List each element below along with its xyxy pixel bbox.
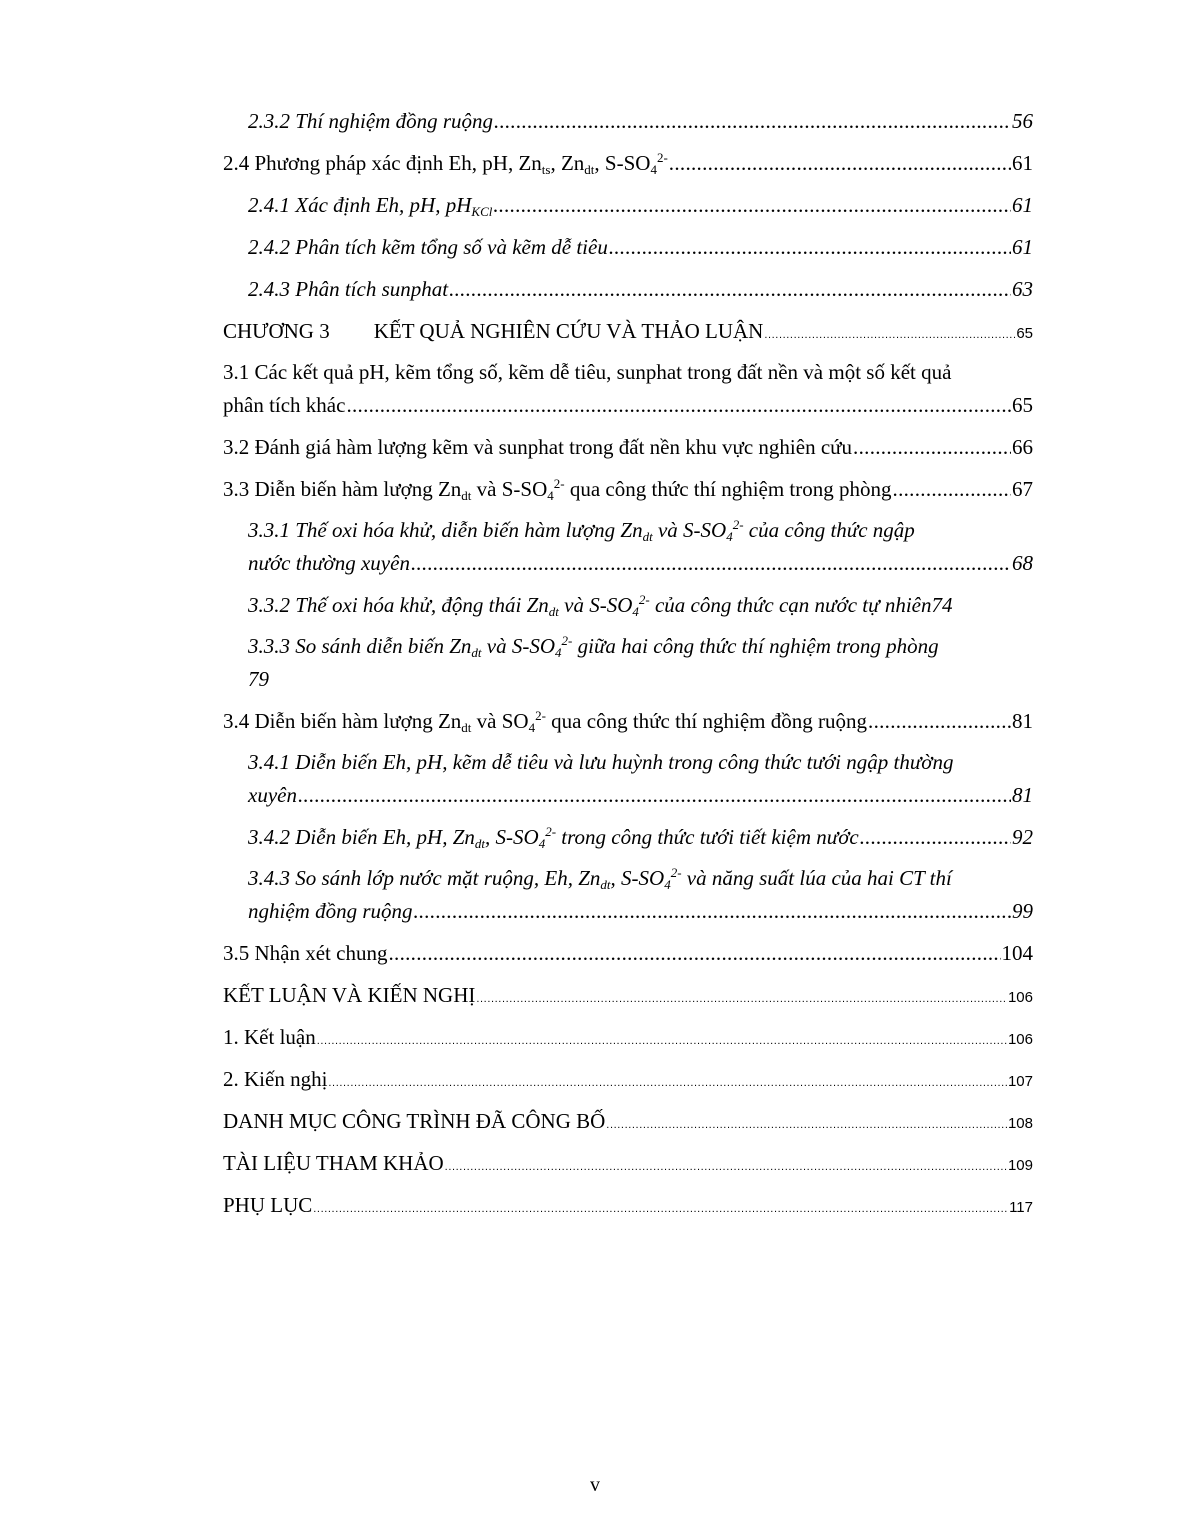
toc-page-number: 106 xyxy=(1007,989,1033,1006)
toc-label: 3.5 Nhận xét chung xyxy=(223,941,388,965)
chapter-number: CHƯƠNG 3 xyxy=(223,319,330,343)
toc-label-line-2: xuyên xyxy=(248,783,297,807)
toc-page-number: 68 xyxy=(1012,551,1033,575)
toc-entry-3-1[interactable] xyxy=(223,352,1033,426)
dot-leader xyxy=(764,310,1015,356)
toc-entry-appendix[interactable] xyxy=(223,1184,1033,1226)
toc-entry-3-4-1[interactable] xyxy=(223,742,1033,816)
toc-entry-conclusion[interactable] xyxy=(223,974,1033,1016)
toc-entry-3-2[interactable] xyxy=(223,426,1033,468)
toc-page-number: 106 xyxy=(1007,1031,1033,1048)
toc-page-number: 108 xyxy=(1007,1115,1033,1132)
toc-entry-2-4[interactable] xyxy=(223,142,1033,184)
toc-page-number: 66 xyxy=(1012,435,1033,459)
dot-leader xyxy=(414,895,1012,928)
toc-page-number: 109 xyxy=(1007,1157,1033,1174)
toc-entry-2-4-1[interactable] xyxy=(223,184,1033,226)
toc-page-number: 65 xyxy=(1012,393,1033,417)
toc-label xyxy=(223,310,763,352)
toc-entry-3-4[interactable] xyxy=(223,700,1033,742)
toc-entry-chapter-3[interactable] xyxy=(223,310,1033,352)
toc-label: 2.4.2 Phân tích kẽm tổng số và kẽm dễ tiêu xyxy=(248,235,608,259)
dot-leader xyxy=(893,468,1011,510)
toc-entry-3-3-2[interactable] xyxy=(223,584,1033,626)
toc-entry-recommendation[interactable] xyxy=(223,1058,1033,1100)
dot-leader xyxy=(606,1100,1007,1146)
toc-label: TÀI LIỆU THAM KHẢO xyxy=(223,1151,444,1175)
toc-page-number: 81 xyxy=(1012,709,1033,733)
dot-leader xyxy=(609,226,1011,268)
toc-label: KẾT LUẬN VÀ KIẾN NGHỊ xyxy=(223,983,476,1007)
toc-label: DANH MỤC CÔNG TRÌNH ĐÃ CÔNG BỐ xyxy=(223,1109,606,1133)
dot-leader xyxy=(388,932,1000,974)
toc-entry-2-4-3[interactable] xyxy=(223,268,1033,310)
toc-entry-publications[interactable] xyxy=(223,1100,1033,1142)
toc-label-line-1: 3.3.1 Thế oxi hóa khử, diễn biến hàm lượng $Zn_{dt}$ và $S-SO_4^{2-}$ của công thức ngập xyxy=(248,517,915,544)
toc-entry-references[interactable] xyxy=(223,1142,1033,1184)
toc-label: 3.4 Diễn biến hàm lượng $Zn_{dt}$ và $SO_4^{2-}$ qua công thức thí nghiệm đồng ruộng xyxy=(223,708,868,735)
dot-leader xyxy=(860,816,1011,858)
toc-entry-conclusion-1[interactable] xyxy=(223,1016,1033,1058)
toc-page-number: 117 xyxy=(1009,1199,1033,1216)
toc-label: 2.4.1 Xác định Eh, pH, $pH_{KCl}$ xyxy=(248,193,493,219)
toc-label-line-2: nghiệm đồng ruộng xyxy=(248,899,413,923)
toc-label-line-1: 3.3.3 So sánh diễn biến $Zn_{dt}$ và $S-SO_4^{2-}$ giữa hai công thức thí nghiệm trong phòng xyxy=(248,633,939,660)
toc-page-number: 63 xyxy=(1012,277,1033,301)
toc-label: 3.3.2 Thế oxi hóa khử, động thái $Zn_{dt}$ và $S-SO_4^{2-}$ của công thức cạn nước tự nhiên xyxy=(248,592,932,619)
toc-label-line-1: 3.1 Các kết quả pH, kẽm tổng số, kẽm dễ tiêu, sunphat trong đất nền và một số kết quả xyxy=(223,360,952,384)
dot-leader xyxy=(317,1016,1007,1062)
toc-label: 3.3 Diễn biến hàm lượng $Zn_{dt}$ và $S-SO_4^{2-}$ qua công thức thí nghiệm trong phòng xyxy=(223,476,892,503)
dot-leader xyxy=(313,1184,1008,1230)
dot-leader xyxy=(346,389,1011,422)
toc-page-number: 65 xyxy=(1016,325,1033,342)
toc-entry-3-3-1[interactable] xyxy=(223,510,1033,584)
dot-leader xyxy=(669,142,1011,184)
toc-page-number: 92 xyxy=(1012,825,1033,849)
toc-page-number: 56 xyxy=(1012,109,1033,133)
toc-label-line-2: nước thường xuyên xyxy=(248,551,410,575)
dot-leader xyxy=(411,547,1011,580)
toc-label: 2.4.3 Phân tích sunphat xyxy=(248,277,449,301)
toc-page-number: 79 xyxy=(248,667,269,691)
toc-page-number: 61 xyxy=(1012,193,1033,217)
toc-label: 3.4.2 Diễn biến Eh, pH, $Zn_{dt}$, $S-SO_4^{2-}$ trong công thức tưới tiết kiệm nước xyxy=(248,824,859,851)
toc-page-number: 107 xyxy=(1007,1073,1033,1090)
toc-entry-3-4-3[interactable] xyxy=(223,858,1033,932)
toc-label: 3.2 Đánh giá hàm lượng kẽm và sunphat trong đất nền khu vực nghiên cứu xyxy=(223,435,853,459)
toc-label-line-1: 3.4.3 So sánh lớp nước mặt ruộng, Eh, $Zn_{dt}$, $S-SO_4^{2-}$ và năng suất lúa của hai CT thí xyxy=(248,865,952,892)
page-footer-number: v xyxy=(590,1474,600,1496)
toc-page-number: 104 xyxy=(1001,941,1033,965)
dot-leader xyxy=(449,268,1011,310)
toc-page-number: 81 xyxy=(1012,783,1033,807)
toc-entry-2-3-2[interactable] xyxy=(223,100,1033,142)
table-of-contents xyxy=(223,100,1033,1226)
toc-label-line-2: phân tích khác xyxy=(223,393,346,417)
chapter-title: KẾT QUẢ NGHIÊN CỨU VÀ THẢO LUẬN xyxy=(373,319,764,343)
toc-page-number: 74 xyxy=(931,593,953,617)
dot-leader xyxy=(476,974,1007,1020)
toc-label: 2. Kiến nghị xyxy=(223,1067,328,1091)
toc-page-number: 67 xyxy=(1012,477,1033,501)
dot-leader xyxy=(868,700,1011,742)
toc-label: PHỤ LỤC xyxy=(223,1193,313,1217)
toc-entry-3-3-3[interactable] xyxy=(223,626,1033,700)
toc-label: 2.4 Phương pháp xác định Eh, pH, $Zn_{ts}$, $Zn_{dt}$, $S-SO_4^{2-}$ xyxy=(223,150,668,177)
toc-entry-2-4-2[interactable] xyxy=(223,226,1033,268)
toc-entry-3-5[interactable] xyxy=(223,932,1033,974)
toc-entry-3-4-2[interactable] xyxy=(223,816,1033,858)
dot-leader xyxy=(328,1058,1007,1104)
toc-label-line-1: 3.4.1 Diễn biến Eh, pH, kẽm dễ tiêu và lưu huỳnh trong công thức tưới ngập thường xyxy=(248,750,954,774)
toc-entry-3-3[interactable] xyxy=(223,468,1033,510)
dot-leader xyxy=(494,100,1011,142)
toc-page-number: 61 xyxy=(1012,151,1033,175)
dot-leader xyxy=(298,779,1011,812)
dot-leader xyxy=(853,426,1011,468)
toc-label: 2.3.2 Thí nghiệm đồng ruộng xyxy=(248,109,494,133)
dot-leader xyxy=(493,184,1011,226)
toc-page-number: 61 xyxy=(1012,235,1033,259)
dot-leader xyxy=(445,1142,1007,1188)
toc-label: 1. Kết luận xyxy=(223,1025,316,1049)
toc-page-number: 99 xyxy=(1012,899,1033,923)
